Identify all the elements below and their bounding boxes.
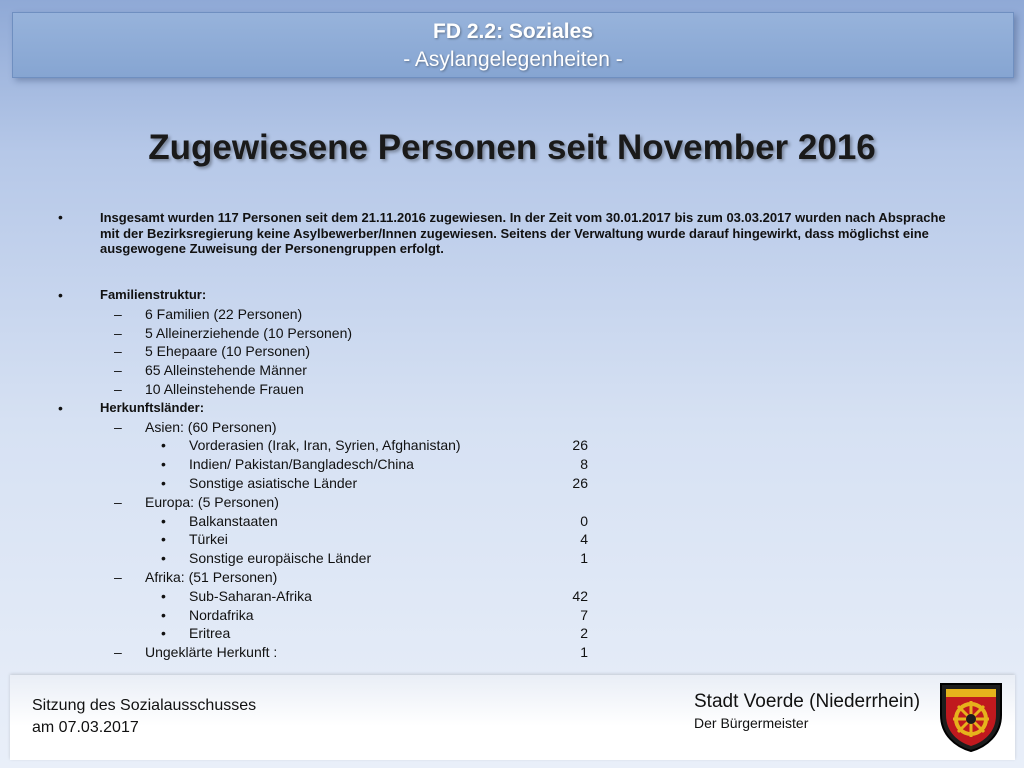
country-count: 2 bbox=[580, 625, 588, 642]
meeting-info bbox=[32, 695, 256, 739]
table-row bbox=[58, 549, 958, 568]
header-subtitle: - Asylangelegenheiten - bbox=[403, 48, 623, 71]
table-row bbox=[58, 474, 958, 493]
list-item bbox=[58, 380, 958, 399]
list-item bbox=[58, 342, 958, 361]
country-label: Sonstige asiatische Länder bbox=[189, 474, 358, 491]
family-item: 6 Familien (22 Personen) bbox=[145, 305, 303, 322]
bullet-icon: • bbox=[161, 606, 166, 623]
dash-icon: – bbox=[114, 343, 122, 360]
mayor-label: Der Bürgermeister bbox=[694, 715, 809, 731]
dash-icon: – bbox=[114, 418, 122, 435]
dash-icon: – bbox=[114, 568, 122, 585]
region-unknown: Ungeklärte Herkunft : bbox=[145, 644, 278, 661]
country-label: Eritrea bbox=[189, 625, 231, 642]
country-count: 8 bbox=[580, 456, 588, 473]
table-row bbox=[58, 587, 958, 606]
country-label: Nordafrika bbox=[189, 606, 254, 623]
bullet-icon: • bbox=[161, 437, 166, 454]
header-box bbox=[12, 12, 1014, 78]
intro-paragraph bbox=[58, 210, 958, 268]
footer bbox=[10, 675, 1015, 760]
country-count: 42 bbox=[572, 587, 588, 604]
list-item bbox=[58, 286, 958, 305]
dash-icon: – bbox=[114, 380, 122, 397]
table-row bbox=[58, 530, 958, 549]
list-item bbox=[58, 399, 958, 418]
region-asia: Asien: (60 Personen) bbox=[145, 418, 277, 435]
list-item bbox=[58, 305, 958, 324]
page-title: Zugewiesene Personen seit November 2016 bbox=[148, 128, 876, 167]
family-heading: Familienstruktur: bbox=[100, 287, 207, 302]
origin-heading: Herkunftsländer: bbox=[100, 399, 205, 415]
header-title: FD 2.2: Soziales bbox=[433, 20, 593, 43]
dash-icon: – bbox=[114, 324, 122, 341]
dash-icon: – bbox=[114, 493, 122, 510]
table-row bbox=[58, 512, 958, 531]
bullet-icon: • bbox=[161, 531, 166, 548]
country-count: 0 bbox=[580, 512, 588, 529]
country-label: Sonstige europäische Länder bbox=[189, 550, 372, 567]
country-label: Türkei bbox=[189, 531, 228, 548]
bullet-icon: • bbox=[161, 550, 166, 567]
content-body bbox=[58, 210, 958, 662]
authority-info bbox=[694, 691, 920, 731]
country-count: 1 bbox=[580, 550, 588, 567]
bullet-icon: • bbox=[161, 474, 166, 491]
table-row bbox=[58, 624, 958, 643]
country-label: Balkanstaaten bbox=[189, 512, 278, 529]
list-item bbox=[58, 361, 958, 380]
bullet-icon: • bbox=[161, 587, 166, 604]
intro-text: Insgesamt wurden 117 Personen seit dem 21.11.2016 zugewiesen. In der Zeit vom 30.01.2017 bis zum 03.03.2017 wurden nach Absprache mit der Bezirksregierung keine Asylbewerber/Innen zugewiesen. Seitens der Verwaltung wurde darauf hingewirkt, dass möglichst eine ausgewogene Zuweisung der Personengruppen erfolgt. bbox=[100, 210, 946, 256]
region-africa: Afrika: (51 Personen) bbox=[145, 568, 278, 585]
dash-icon: – bbox=[114, 362, 122, 379]
list-item bbox=[58, 418, 958, 437]
bullet-icon: • bbox=[161, 512, 166, 529]
family-item: 10 Alleinstehende Frauen bbox=[145, 380, 304, 397]
city-name: Stadt Voerde (Niederrhein) bbox=[694, 691, 921, 712]
meeting-name: Sitzung des Sozialausschusses bbox=[32, 697, 257, 714]
table-row bbox=[58, 455, 958, 474]
list-item bbox=[58, 324, 958, 343]
country-label: Vorderasien (Irak, Iran, Syrien, Afghanistan) bbox=[189, 437, 461, 454]
bullet-icon: • bbox=[161, 456, 166, 473]
country-count: 26 bbox=[572, 474, 588, 491]
unknown-count: 1 bbox=[580, 644, 588, 661]
bullet-icon: • bbox=[58, 399, 63, 416]
country-count: 4 bbox=[580, 531, 588, 548]
dash-icon: – bbox=[114, 305, 122, 322]
country-label: Indien/ Pakistan/Bangladesch/China bbox=[189, 456, 414, 473]
meeting-date: am 07.03.2017 bbox=[32, 719, 139, 736]
family-item: 5 Alleinerziehende (10 Personen) bbox=[145, 324, 353, 341]
country-count: 7 bbox=[580, 606, 588, 623]
table-row bbox=[58, 606, 958, 625]
family-item: 65 Alleinstehende Männer bbox=[145, 362, 307, 379]
region-europe: Europa: (5 Personen) bbox=[145, 493, 279, 510]
list-item bbox=[58, 493, 958, 512]
city-crest-icon bbox=[938, 681, 1004, 753]
country-count: 26 bbox=[572, 437, 588, 454]
bullet-icon: • bbox=[58, 209, 63, 225]
table-row bbox=[58, 643, 958, 662]
bullet-icon: • bbox=[58, 287, 63, 303]
list-item bbox=[58, 568, 958, 587]
table-row bbox=[58, 436, 958, 455]
country-label: Sub-Saharan-Afrika bbox=[189, 587, 312, 604]
bullet-icon: • bbox=[161, 625, 166, 642]
family-item: 5 Ehepaare (10 Personen) bbox=[145, 343, 310, 360]
dash-icon: – bbox=[114, 644, 122, 661]
